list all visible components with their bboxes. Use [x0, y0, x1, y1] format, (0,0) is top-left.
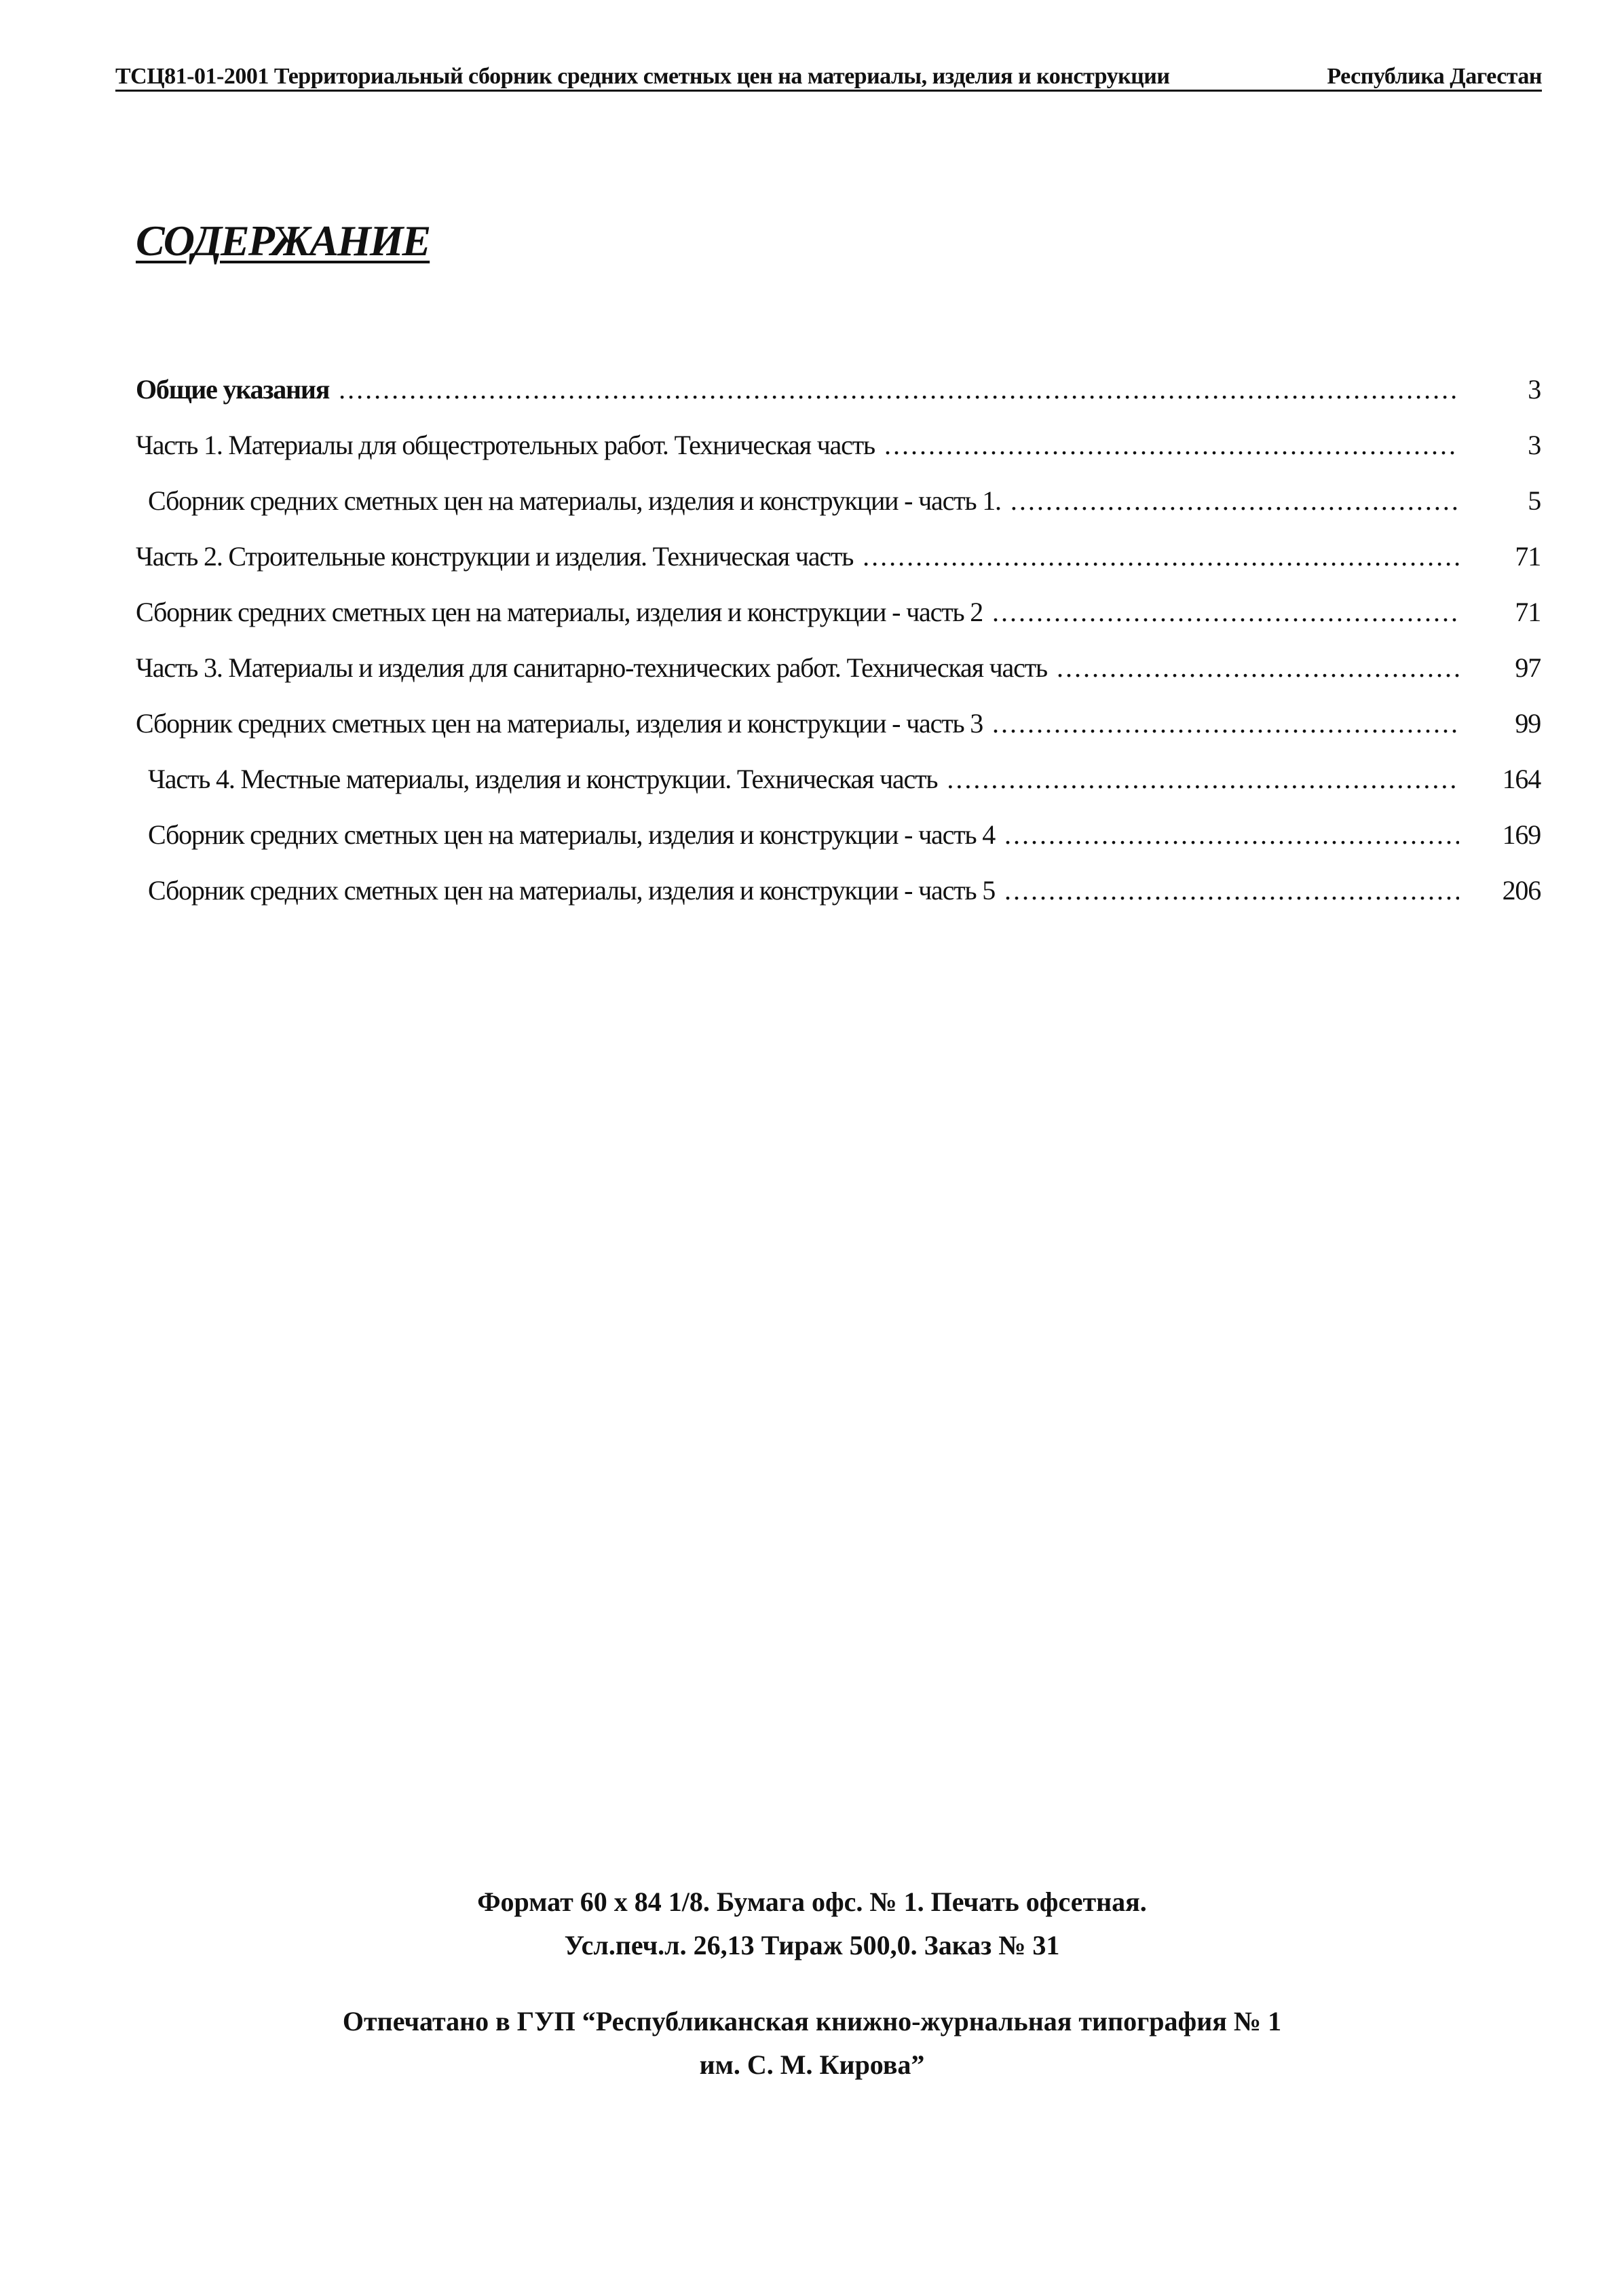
toc-entry-part3-tech[interactable] — [136, 652, 1541, 707]
toc-entry-page: 206 — [1502, 875, 1541, 906]
toc-entry-label: Общие указания — [136, 374, 330, 405]
imprint-format-line: Формат 60 х 84 1/8. Бумага офс. № 1. Печать офсетная. — [477, 1886, 1147, 1917]
toc-entry-label: Сборник средних сметных цен на материалы, изделия и конструкции - часть 1. — [148, 485, 1001, 516]
toc-entry-page: 71 — [1515, 541, 1541, 572]
toc-entry-general[interactable] — [136, 373, 1541, 429]
imprint-run-line: Усл.печ.л. 26,13 Тираж 500,0. Заказ № 31 — [564, 1930, 1060, 1960]
toc-entry-label: Часть 1. Материалы для общестротельных работ. Техническая часть — [136, 430, 875, 460]
toc-entry-part2-tech[interactable] — [136, 540, 1541, 596]
imprint-printer-name-line: им. С. М. Кирова” — [699, 2049, 925, 2080]
toc-entry-page: 99 — [1515, 708, 1541, 739]
page-header — [115, 45, 1542, 90]
header-divider — [115, 90, 1542, 92]
toc-heading: СОДЕРЖАНИЕ — [136, 217, 430, 265]
toc-entry-label: Часть 2. Строительные конструкции и изделия. Техническая часть — [136, 541, 854, 572]
toc-leader-dots — [1057, 652, 1459, 684]
toc-entry-label: Часть 3. Материалы и изделия для санитарно-технических работ. Техническая часть — [136, 652, 1047, 683]
toc-entry-page: 97 — [1515, 652, 1541, 683]
toc-entry-part4-collection[interactable] — [136, 819, 1541, 874]
toc-entry-label: Сборник средних сметных цен на материалы, изделия и конструкции - часть 5 — [148, 875, 996, 906]
imprint-spacer — [0, 1967, 1624, 2000]
toc-leader-dots — [339, 373, 1459, 405]
toc-entry-part3-collection[interactable] — [136, 707, 1541, 763]
toc-leader-dots — [1004, 819, 1459, 851]
imprint-printer-line: Отпечатано в ГУП “Республиканская книжно-журнальная типография № 1 — [342, 2006, 1282, 2037]
toc-entry-page: 71 — [1515, 597, 1541, 627]
header-title: ТСЦ81-01-2001 Территориальный сборник средних сметных цен на материалы, изделия и конструкции — [115, 64, 1170, 89]
toc-leader-dots — [863, 540, 1459, 572]
toc-entry-label: Сборник средних сметных цен на материалы, изделия и конструкции - часть 4 — [148, 819, 996, 850]
toc-entry-part1-tech[interactable] — [136, 429, 1541, 485]
toc-entry-part4-tech[interactable] — [136, 763, 1541, 819]
toc-entry-part5-collection[interactable] — [136, 874, 1541, 930]
toc-leader-dots — [992, 596, 1459, 628]
toc-entry-label: Сборник средних сметных цен на материалы, изделия и конструкции - часть 2 — [136, 597, 983, 627]
toc-entry-part2-collection[interactable] — [136, 596, 1541, 652]
toc-entry-page: 5 — [1528, 485, 1541, 516]
toc-leader-dots — [1004, 874, 1459, 906]
header-region: Республика Дагестан — [1327, 64, 1542, 89]
toc-entry-page: 164 — [1502, 764, 1541, 794]
toc-entry-page: 3 — [1528, 374, 1541, 405]
toc-entry-page: 169 — [1502, 819, 1541, 850]
toc-leader-dots — [884, 429, 1459, 461]
table-of-contents — [136, 373, 1541, 930]
toc-entry-label: Сборник средних сметных цен на материалы, изделия и конструкции - часть 3 — [136, 708, 983, 739]
toc-leader-dots — [947, 763, 1459, 795]
toc-entry-page: 3 — [1528, 430, 1541, 460]
toc-entry-part1-collection[interactable] — [136, 485, 1541, 540]
toc-leader-dots — [1011, 485, 1459, 517]
toc-entry-label: Часть 4. Местные материалы, изделия и конструкции. Техническая часть — [148, 764, 938, 794]
print-imprint — [0, 1880, 1624, 2087]
toc-leader-dots — [992, 707, 1459, 739]
